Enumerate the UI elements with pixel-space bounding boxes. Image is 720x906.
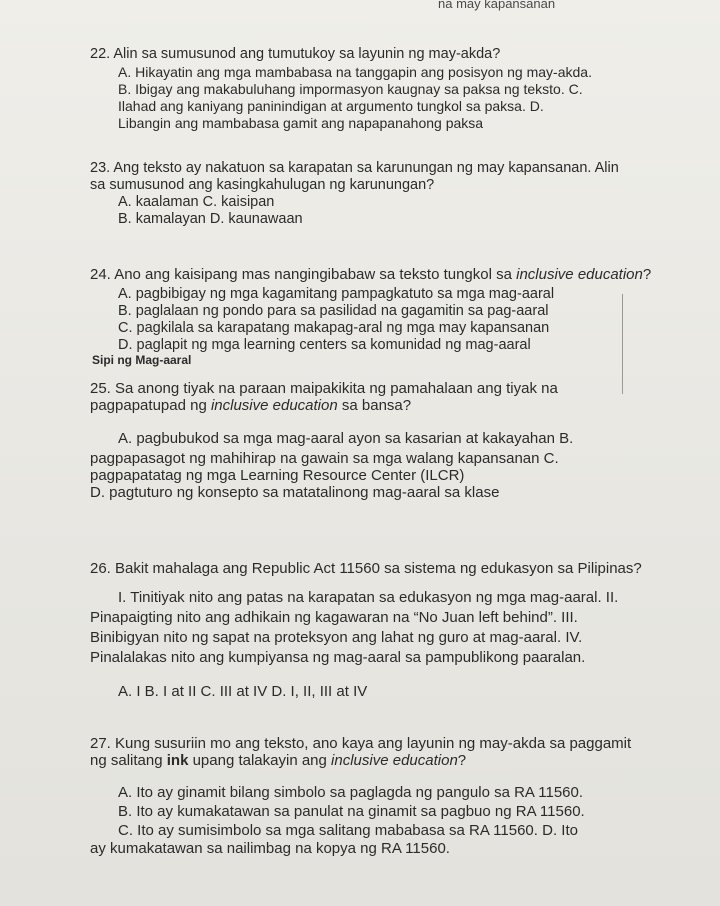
option-line: B. Ito ay kumakatawan sa panulat na ginamit sa pagbuo ng RA 11560.: [118, 803, 585, 820]
question-22-options: [118, 64, 592, 98]
option-line: B. Ibigay ang makabuluhang impormasyon kaugnay sa paksa ng teksto. C.: [118, 81, 583, 97]
statement-line: Binibigyan nito ng sapat na proteksyon ang lahat ng guro at mag-aaral. IV.: [90, 629, 583, 646]
question-26-stem: 26. Bakit mahalaga ang Republic Act 11560 sa sistema ng edukasyon sa Pilipinas?: [90, 560, 642, 577]
margin-line: [622, 294, 623, 394]
question-24-options: [118, 286, 554, 354]
question-27: [90, 735, 631, 769]
question-25-stem: 25. Sa anong tiyak na paraan maipakikita ng pamahalaan ang tiyak na: [90, 380, 558, 397]
question-25: [90, 380, 558, 414]
option-line: A. kaalaman C. kaisipan: [118, 194, 275, 210]
choices-line: A. I B. I at II C. III at IV D. I, II, III at IV: [118, 683, 368, 700]
option-line: C. Ito ay sumisimbolo sa mga salitang mababasa sa RA 11560. D. Ito: [118, 822, 578, 839]
option-line: B. kamalayan D. kaunawaan: [118, 211, 303, 227]
question-22: [90, 46, 500, 63]
option-line: B. paglalaan ng pondo para sa pasilidad na gagamitin sa pag-aaral: [118, 303, 549, 319]
question-26-statements: [90, 608, 585, 668]
question-27-options: [118, 783, 585, 840]
question-22-stem: 22. Alin sa sumusunod ang tumutukoy sa layunin ng may-akda?: [90, 46, 501, 62]
option-line: C. pagkilala sa karapatang makapag-aral ng mga may kapansanan: [118, 320, 550, 336]
option-line: pagpapasagot ng mahihirap na gawain sa mga walang kapansanan C.: [90, 450, 559, 467]
side-note: Sipi ng Mag-aaral: [92, 353, 192, 367]
question-26: [90, 560, 642, 577]
option-line: pagpapatatag ng mga Learning Resource Center (ILCR): [90, 467, 465, 484]
option-line: Ilahad ang kaniyang paninindigan at argumento tungkol sa paksa. D.: [118, 98, 544, 114]
question-24: [90, 266, 651, 283]
option-line: ay kumakatawan sa nailimbag na kopya ng RA 11560.: [90, 840, 450, 857]
question-24-stem: 24. Ano ang kaisipang mas nangingibabaw sa teksto tungkol sa inclusive education?: [90, 266, 652, 283]
question-22-options-cont: [118, 98, 544, 132]
question-27-stem-cont: ng salitang ink upang talakayin ang inclusive education?: [90, 752, 467, 769]
option-line: A. pagbibigay ng mga kagamitang pampagkatuto sa mga mag-aaral: [118, 286, 555, 302]
header-fragment: na may kapansanan: [438, 0, 556, 11]
question-25-options-cont: [90, 450, 559, 501]
question-26-statement-1: [118, 588, 618, 608]
option-line: Libangin ang mambabasa gamit ang napapanahong paksa: [118, 115, 484, 131]
question-27-stem: 27. Kung susuriin mo ang teksto, ano kaya ang layunin ng may-akda sa paggamit: [90, 735, 632, 752]
question-23-stem-cont: sa sumusunod ang kasingkahulugan ng karunungan?: [90, 177, 435, 193]
question-25-option-a: [118, 430, 573, 447]
question-23-stem: 23. Ang teksto ay nakatuon sa karapatan sa karunungan ng may kapansanan. Alin: [90, 160, 619, 176]
statement-line: Pinapaigting nito ang adhikain ng kagawaran na “No Juan left behind”. III.: [90, 609, 578, 626]
option-line: A. pagbubukod sa mga mag-aaral ayon sa kasarian at kakayahan B.: [118, 430, 574, 447]
statement-line: Pinalalakas nito ang kumpiyansa ng mag-aaral sa pampublikong paaralan.: [90, 649, 586, 666]
option-line: D. paglapit ng mga learning centers sa komunidad ng mag-aaral: [118, 337, 531, 353]
question-25-stem-cont: pagpapatupad ng inclusive education sa bansa?: [90, 397, 412, 414]
question-23-options: [118, 194, 303, 228]
option-line: A. Ito ay ginamit bilang simbolo sa paglagda ng pangulo sa RA 11560.: [118, 784, 584, 801]
question-23: [90, 160, 619, 194]
question-27-options-cont: [90, 840, 450, 857]
option-line: A. Hikayatin ang mga mambabasa na tanggapin ang posisyon ng may-akda.: [118, 64, 592, 80]
option-line: D. pagtuturo ng konsepto sa matatalinong mag-aaral sa klase: [90, 484, 500, 501]
question-26-choices: [118, 683, 367, 700]
statement-line: I. Tinitiyak nito ang patas na karapatan sa edukasyon ng mga mag-aaral. II.: [118, 589, 619, 606]
